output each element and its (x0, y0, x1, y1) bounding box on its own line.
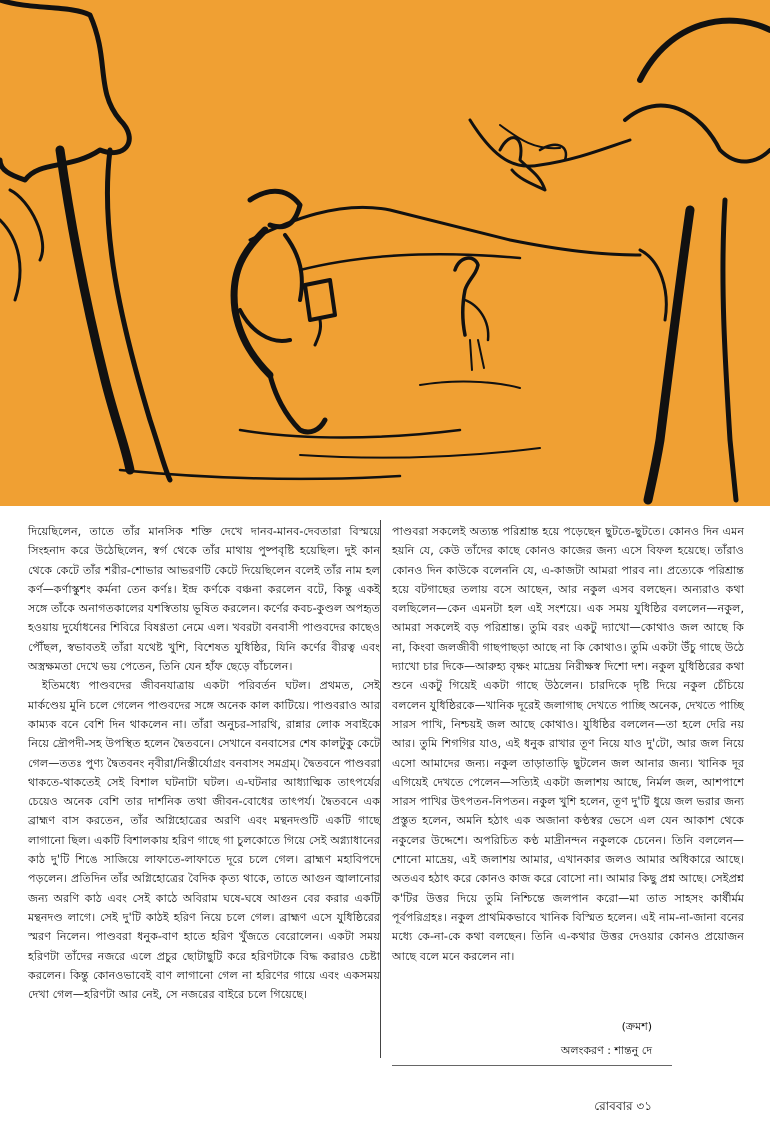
article-column-right (392, 522, 744, 966)
water-vessel (305, 280, 335, 320)
paragraph: পাণ্ডবরা সকলেই অত্যন্ত পরিশ্রান্ত হয়ে পড়েছেন ছুটতে-ছুটতে। কোনও দিন এমন হয়নি যে, কেউ তাঁদের কাছে কোনও কাজের জন্য এসে বিফল হয়েছে। তাঁরাও কোনও দিন কাউকে বলেননি যে, এ-কাজটা আমরা পারব না। প্রত্যেকে পরিশ্রান্ত হয়ে বটগাছের তলায় বসে আছেন, আর নকুল এসব বলছেন। অন্যরাও কথা বলছিলেন—কেন এমনটা হল এই সংশয়ে। এক সময় যুধিষ্ঠির বললেন—নকুল, আমরা সকলেই বড় পরিশ্রান্ত। তুমি বরং একটু দ্যাখো—কোথাও জল আছে কি না, কিংবা জলজীবী গাছপাছড়া আছে না কি কোথাও। তুমি একটা উঁচু গাছে উঠে দ্যাখো চার দিকে—আরুহ্য বৃক্ষং মাদ্রেয় নিরীক্ষস্ব দিশো দশ। নকুল যুধিষ্ঠিরের কথা শুনে একটু গিয়েই একটা গাছে উঠলেন। চারদিকে দৃষ্টি দিয়ে নকুল চেঁচিয়ে বললেন যুধিষ্ঠিরকে—খানিক দূরেই জলাগাছ দেখতে পাচ্ছি অনেক, দেখতে পাচ্ছি সারস পাখি, নিশ্চয়ই জল আছে কোথাও। যুধিষ্ঠির বললেন—তা হলে দেরি নয় আর। তুমি শিগগির যাও, এই ধনুক রাখার তূণ নিয়ে যাও দু'টো, আর জল নিয়ে এসো আমাদের জন্য। নকুল তাড়াতাড়ি ছুটলেন জল আনার জন্য। খানিক দূর এগিয়েই দেখতে পেলেন—সত্যিই একটা জলাশয় আছে, নির্মল জল, আশপাশে সারস পাখির উৎপতন-নিপতন। নকুল খুশি হলেন, তূণ দু'টি ধুয়ে জল ভরার জন্য প্রস্তুত হলেন, অমনি হঠাৎ এক অজানা কণ্ঠস্বর ভেসে এল যেন আকাশ থেকে নকুলের উদ্দেশে। অপরিচিত কণ্ঠ মাদ্রীনন্দন নকুলকে চেনেন। তিনি বললেন—শোনো মাদ্রেয়, এই জলাশয় আমার, এখানকার জলও আমার অধিকারে আছে। অতএব হঠাৎ করে কোনও কাজ করে বোসো না। আমার কিছু প্রশ্ন আছে। সেইপ্রশ্ন ক'টির উত্তর দিয়ে তুমি নিশ্চিন্তে জলপান করো—মা তাত সাহসং কার্ষীর্মম পূর্বপরিগ্রহঃ। নকুল প্রাথমিকভাবে খানিক বিস্মিত হলেন। এই নাম-না-জানা বনের মধ্যে কে-না-কে কথা বলছেন। তিনি এ-কথার উত্তর দেওয়ার কোনও প্রয়োজন আছে বলে মনে করলেন না। (392, 525, 744, 963)
crane-bird (455, 258, 478, 335)
ink-illustration (0, 0, 770, 506)
water-ripples (240, 430, 460, 438)
page-folio: রোববার ৩১ (594, 1099, 652, 1113)
man-figure (250, 191, 300, 227)
column-divider (380, 520, 381, 1058)
right-tree-foliage (640, 21, 770, 80)
article-column-left (28, 522, 380, 1004)
right-tree-trunk (648, 210, 690, 500)
paragraph: ইতিমধ্যে পাণ্ডবদের জীবনযাত্রায় একটা পরিবর্তন ঘটল। প্রথমত, সেই মার্কণ্ডেয় মুনি চলে গেলেন পাণ্ডবদের সঙ্গে অনেক কাল কাটিয়ে। পাণ্ডবরাও আর কাম্যক বনে বেশি দিন থাকলেন না। তাঁরা অনুচর-সারথি, রান্নার লোক সবাইকে নিয়ে দ্রৌপদী-সহ উপস্থিত হলেন দ্বৈতবনে। সেখানে বনবাসের শেষ কালটুকু কেটে গেল—ততঃ পুণ্য দ্বৈতবনং নৃবীরা/নিস্তীর্যোগ্রং বনবাসং সমগ্রম্। দ্বৈতবনে পাণ্ডবরা থাকতে-থাকতেই সেই বিশাল ঘটনাটা ঘটল। এ-ঘটনার আধ্যাত্মিক তাৎপর্যের চেয়েও অনেক বেশি তার দার্শনিক তথা জীবন-বোধের তাৎপর্য। দ্বৈতবনে এক ব্রাহ্মণ বাস করতেন, তাঁর অগ্নিহোত্রের অরণি এবং মন্থনদণ্ডটি একটি গাছে লাগানো ছিল। একটি বিশালকায় হরিণ গাছে গা চুলকোতে গিয়ে সেই অগ্ন্যাধানের কাঠ দু'টি শিঙে সাজিয়ে লাফাতে-লাফাতে দূরে চলে গেল। ব্রাহ্মণ মহাবিপদে পড়লেন। প্রতিদিন তাঁর অগ্নিহোত্রের বৈদিক কৃত্য থাকে, তাতে আগুন জ্বালানোর জন্য অরণি কাঠ এবং সেই কাঠে অবিরাম ঘষে-ঘষে আগুন বের করার একটি মন্থনদণ্ড লাগে। সেই দু'টি কাঠই হরিণ নিয়ে চলে গেল। ব্রাহ্মণ এসে যুধিষ্ঠিরের স্মরণ নিলেন। পাণ্ডবরা ধনুক-বাণ হাতে হরিণ খুঁজতে বেরোলেন। একটা সময় হরিণটা তাঁদের নজরে এলে প্রচুর ছোটাছুটি করে হরিণটাকে বিদ্ধ করারও চেষ্টা করলেন। কিন্তু কোনওভাবেই বাণ লাগানো গেল না হরিণের গায়ে এবং একসময় দেখা গেল—হরিণটা আর নেই, সে নজরের বাইরে চলে গিয়েছে। (28, 679, 380, 1002)
hills (250, 207, 640, 255)
footer-rule (392, 1065, 672, 1066)
continued-label: (ক্রমশ) (621, 1020, 652, 1033)
illustration-credit: অলংকরণ : শান্তনু দে (560, 1044, 652, 1057)
story-illustration (0, 0, 770, 506)
paragraph: দিয়েছিলেন, তাতে তাঁর মানসিক শক্তি দেখে দানব-মানব-দেবতারা বিস্ময়ে সিংহনাদ করে উঠেছিলেন, স্বর্গ থেকে তাঁর মাথায় পুষ্পবৃষ্টি হয়েছিল। দুই কান থেকে কেটে তাঁর শরীর-শোভার আভরণটি কেটে দিয়েছিলেন বলেই তাঁর নাম হল কর্ণ—কর্ণাস্কুশং কর্মনা তেন কর্ণঃ। ইন্দ্র কর্ণকে বঞ্চনা করলেন বটে, কিন্তু একই সঙ্গে তাঁকে অনাগতকালের যশস্বিতায় ভূষিত করলেন। কর্ণের কবচ-কুণ্ডল অপহৃত হওয়ায় দুর্যোধনের শিবিরে বিষণ্ণতা নেমে এল। খবরটা বনবাসী পাণ্ডবদের কাছেও পৌঁছল, স্বভাবতই তাঁরা যথেষ্ট খুশি, বিশেষত যুধিষ্ঠির, যিনি কর্ণের বীরত্ব এবং অস্ত্রক্ষমতা দেখে ভয় পেতেন, তিনি যেন হাঁফ ছেড়ে বাঁচলেন। (28, 525, 380, 674)
